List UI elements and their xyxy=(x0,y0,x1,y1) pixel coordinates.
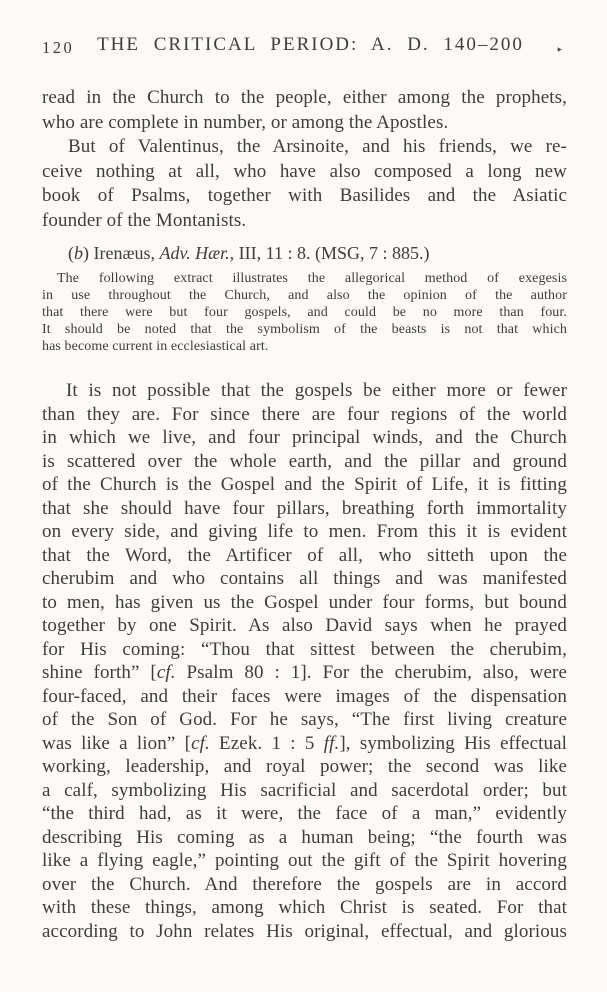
text-line: ceive nothing at all, who have also composed a long new xyxy=(42,160,567,182)
paragraph xyxy=(42,86,567,135)
text-line: The following extract illustrates the allegorical method of exegesis xyxy=(57,271,567,286)
text-line: to men, has given us the Gospel under four forms, but bound xyxy=(42,591,567,613)
text-line: of the Church is the Gospel and the Spirit of Life, it is fitting xyxy=(42,474,567,495)
text-line: in which we live, and four principal winds, and the Church xyxy=(42,427,567,448)
paragraph xyxy=(42,379,567,943)
page-body xyxy=(42,86,567,943)
text-line: that the Word, the Artificer of all, who sitteth upon the xyxy=(42,544,567,566)
text-line: over the Church. And therefore the gospels are in accord xyxy=(42,873,567,895)
running-title: THE CRITICAL PERIOD: A. D. 140–200 xyxy=(97,34,524,55)
text-line: It should be noted that the symbolism of the beasts is not that which xyxy=(42,322,567,337)
text-line: founder of the Montanists. xyxy=(42,209,247,231)
text-line: has become current in ecclesiastical art. xyxy=(42,339,269,354)
page-header xyxy=(42,34,567,60)
text-line: in use throughout the Church, and also the opinion of the author xyxy=(42,288,567,303)
text-line: book of Psalms, together with Basilides and the Asiatic xyxy=(42,185,567,206)
text-line: than they are. For since there are four regions of the world xyxy=(42,403,567,425)
text-line: of the Son of God. For he says, “The first living creature xyxy=(42,709,567,730)
text-line: a calf, symbolizing His sacrificial and sacerdotal order; but xyxy=(42,779,567,801)
text-line: shine forth” [cf. Psalm 80 : 1]. For the cherubim, also, were xyxy=(42,662,567,683)
paragraph xyxy=(42,135,567,233)
text-line: “the third had, as it were, the face of a man,” evidently xyxy=(42,803,567,824)
text-line: But of Valentinus, the Arsinoite, and his friends, we re- xyxy=(68,136,567,157)
page-number: 120 xyxy=(42,38,75,57)
text-line: who are complete in number, or among the Apostles. xyxy=(42,111,449,133)
text-line: working, leadership, and royal power; the second was like xyxy=(42,756,567,777)
text-line: describing His coming as a human being; “the fourth was xyxy=(42,826,567,848)
text-line: on every side, and giving life to men. From this it is evident xyxy=(42,521,567,542)
text-line: that there were but four gospels, and could be no more than four. xyxy=(42,305,567,320)
text-line: is scattered over the whole earth, and the pillar and ground xyxy=(42,450,567,472)
text-line: four-faced, and their faces were images of the dispensation xyxy=(42,685,567,707)
text-line: together by one Spirit. As also David says when he prayed xyxy=(42,615,567,636)
text-line: for His coming: “Thou that sittest between the cherubim, xyxy=(42,638,567,660)
text-line: with these things, among which Christ is seated. For that xyxy=(42,897,567,918)
text-line: like a flying eagle,” pointing out the gift of the Spirit hovering xyxy=(42,850,567,871)
text-line: that she should have four pillars, breathing forth immortality xyxy=(42,497,567,519)
section-heading: (b) Irenæus, Adv. Hær., III, 11 : 8. (MSG, 7 : 885.) xyxy=(68,243,430,263)
text-line: according to John relates His original, effectual, and glorious xyxy=(42,920,567,942)
text-line: read in the Church to the people, either among the prophets, xyxy=(42,87,567,108)
editorial-note xyxy=(42,270,567,355)
text-line: It is not possible that the gospels be either more or fewer xyxy=(66,380,567,401)
text-line: cherubim and who contains all things and was manifested xyxy=(42,568,567,589)
header-mark: ‣ xyxy=(555,43,563,57)
text-line: was like a lion” [cf. Ezek. 1 : 5 ff.], symbolizing His effectual xyxy=(42,732,567,754)
